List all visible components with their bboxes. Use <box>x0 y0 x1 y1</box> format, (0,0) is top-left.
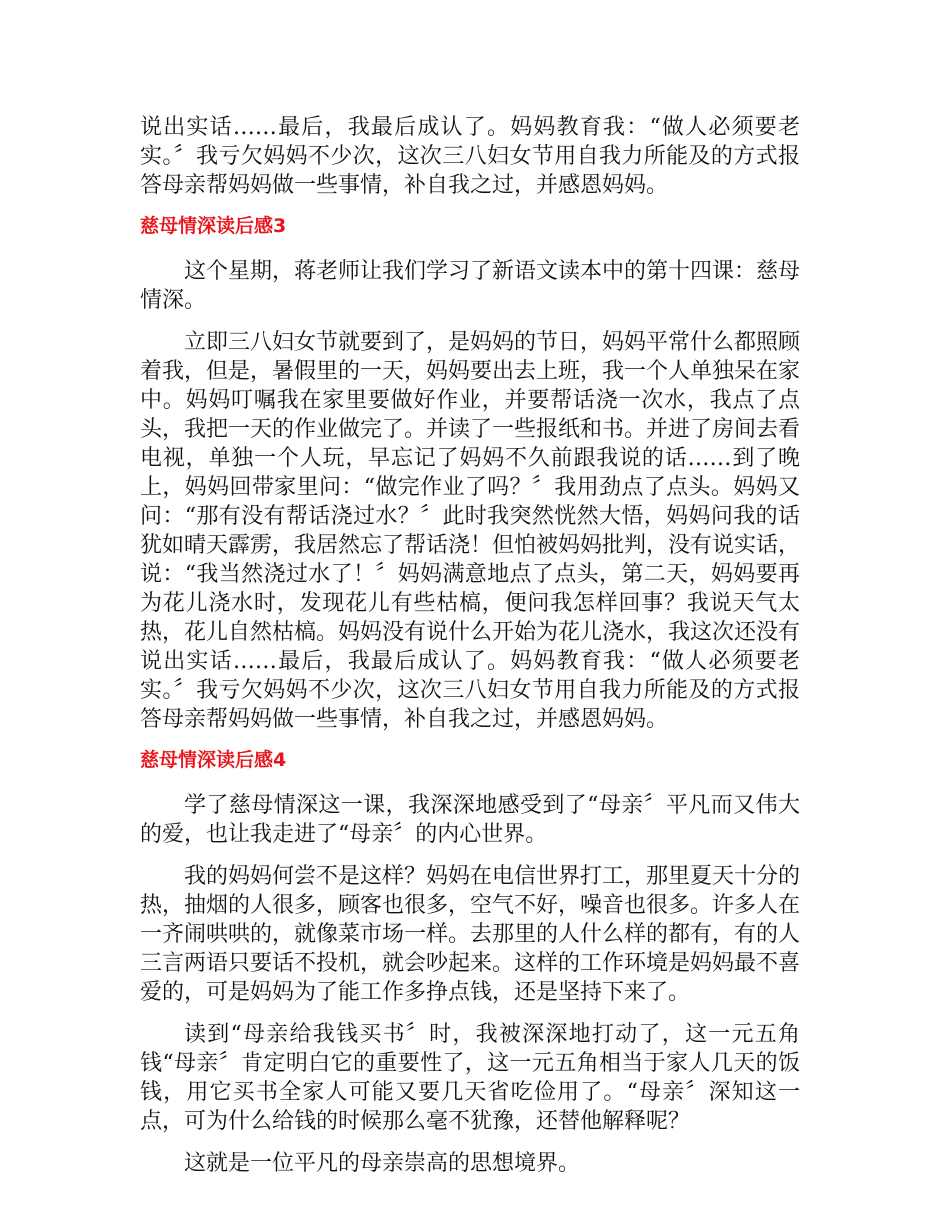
section-4-paragraph-2: 我的妈妈何尝不是这样？妈妈在电信世界打工，那里夏天十分的热，抽烟的人很多，顾客也很多，空气不好，噪音也很多。许多人在一齐闹哄哄的，就像菜市场一样。去那里的人什么样的都有，有的人三言两语只要话不投机，就会吵起来。这样的工作环境是妈妈最不喜爱的，可是妈妈为了能工作多挣点钱，还是坚持下来了。 <box>140 864 801 1005</box>
section-4-paragraph-4: 这就是一位平凡的母亲崇高的思想境界。 <box>184 1151 581 1176</box>
section-4-paragraph-3: 读到“母亲给我钱买书〞时，我被深深地打动了，这一元五角钱“母亲〞肯定明白它的重要性了，这一元五角相当于家人几天的饭钱，用它买书全家人可能又要几天省吃俭用了。“母亲〞深知这一点，可为什么给钱的时候那么毫不犹豫，还替他解释呢？ <box>140 1022 800 1134</box>
section-3-heading: 慈母情深读后感3 <box>140 215 287 237</box>
section-4-heading: 慈母情深读后感4 <box>140 749 287 771</box>
intro-paragraph: 说出实话……最后，我最后成认了。妈妈教育我：“做人必须要老实。〞我亏欠妈妈不少次，这次三八妇女节用自我力所能及的方式报答母亲帮妈妈做一些事情，补自我之过，并感恩妈妈。 <box>140 115 800 198</box>
document-page <box>140 113 800 1191</box>
section-4-paragraph-1: 学了慈母情深这一课，我深深地感受到了“母亲〞平凡而又伟大的爱，也让我走进了“母亲〞的内心世界。 <box>140 793 800 847</box>
section-3-paragraph-2: 立即三八妇女节就要到了，是妈妈的节日，妈妈平常什么都照顾着我，但是，暑假里的一天，妈妈要出去上班，我一个人单独呆在家中。妈妈叮嘱我在家里要做好作业，并要帮话浇一次水，我点了点头，我把一天的作业做完了。并读了一些报纸和书。并进了房间去看电视，单独一个人玩，早忘记了妈妈不久前跟我说的话……到了晚上，妈妈回带家里问：“做完作业了吗？〞我用劲点了点头。妈妈又问：“那有没有帮话浇过水？〞此时我突然恍然大悟，妈妈问我的话犹如晴天霹雳，我居然忘了帮话浇！但怕被妈妈批判，没有说实话，说：“我当然浇过水了！〞妈妈满意地点了点头，第二天，妈妈要再为花儿浇水时，发现花儿有些枯槁，便问我怎样回事？我说天气太热，花儿自然枯槁。妈妈没有说什么开始为花儿浇水，我这次还没有说出实话……最后，我最后成认了。妈妈教育我：“做人必须要老实。〞我亏欠妈妈不少次，这次三八妇女节用自我力所能及的方式报答母亲帮妈妈做一些事情，补自我之过，并感恩妈妈。 <box>140 330 801 732</box>
section-3-paragraph-1: 这个星期，蒋老师让我们学习了新语文读本中的第十四课：慈母情深。 <box>140 259 801 313</box>
